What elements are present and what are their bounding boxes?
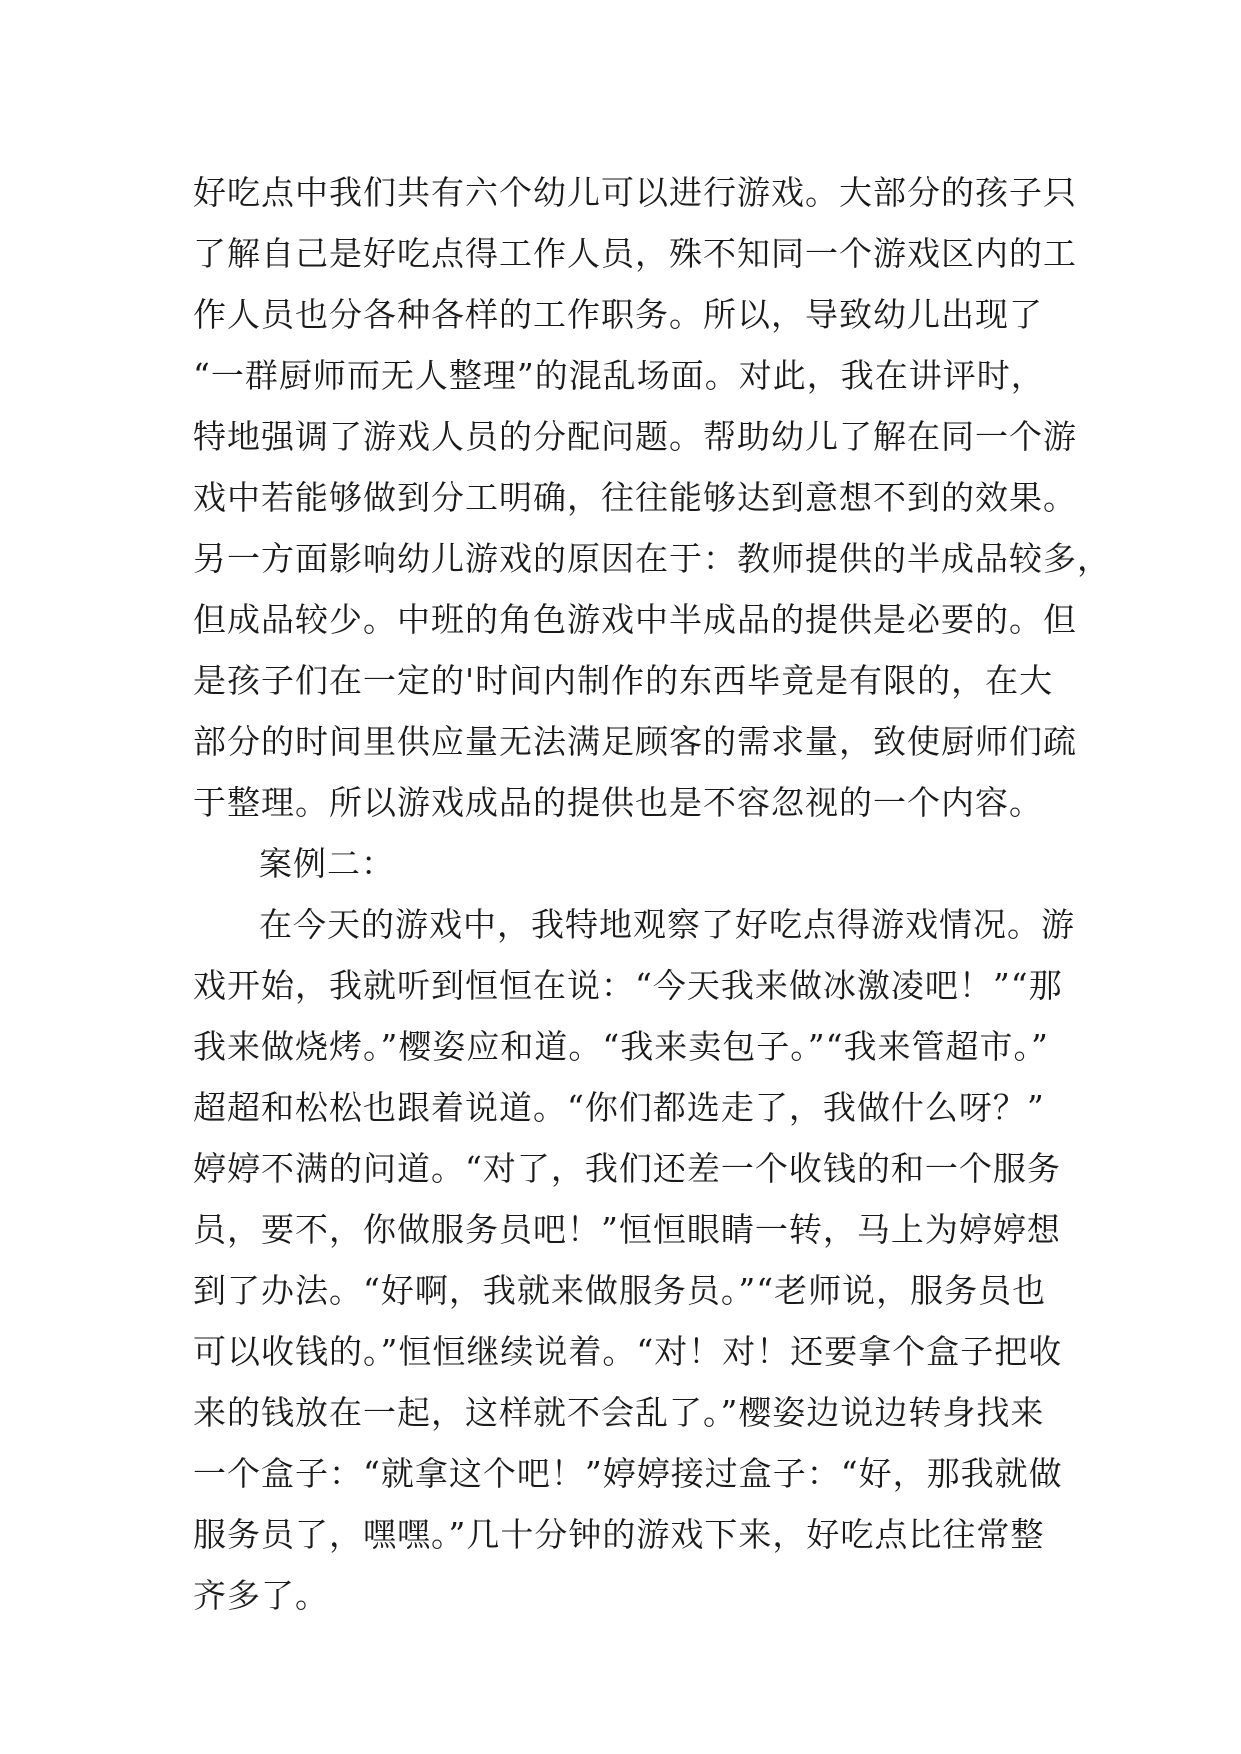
text-line: 一个盒子：“就拿这个吧！”婷婷接过盒子：“好，那我就做	[193, 1454, 1063, 1493]
text-line: 戏开始，我就听到恒恒在说：“今天我来做冰激凌吧！”“那	[193, 966, 1063, 1005]
text-line: 是孩子们在一定的'时间内制作的东西毕竟是有限的，在大	[193, 661, 1054, 700]
text-line: 好吃点中我们共有六个幼儿可以进行游戏。大部分的孩子只	[193, 173, 1077, 212]
text-line: 超超和松松也跟着说道。“你们都选走了，我做什么呀？”	[193, 1088, 1045, 1127]
text-line: 可以收钱的。”恒恒继续说着。“对！对！还要拿个盒子把收	[193, 1332, 1063, 1371]
text-line: 员，要不，你做服务员吧！”恒恒眼睛一转，马上为婷婷想	[193, 1210, 1061, 1249]
text-line: 婷婷不满的问道。“对了，我们还差一个收钱的和一个服务	[193, 1149, 1061, 1188]
text-line: 我来做烧烤。”樱姿应和道。“我来卖包子。”“我来管超市。”	[193, 1027, 1049, 1066]
text-line: 部分的时间里供应量无法满足顾客的需求量，致使厨师们疏	[193, 722, 1077, 761]
text-line: 但成品较少。中班的角色游戏中半成品的提供是必要的。但	[193, 600, 1077, 639]
text-line: 特地强调了游戏人员的分配问题。帮助幼儿了解在同一个游	[193, 417, 1077, 456]
text-line: 到了办法。“好啊，我就来做服务员。”“老师说，服务员也	[193, 1271, 1047, 1310]
text-line: 戏中若能够做到分工明确，往往能够达到意想不到的效果。	[193, 478, 1077, 517]
text-line: 服务员了，嘿嘿。”几十分钟的游戏下来，好吃点比往常整	[193, 1515, 1045, 1554]
body-text	[193, 162, 1111, 1626]
text-line: 了解自己是好吃点得工作人员，殊不知同一个游戏区内的工	[193, 234, 1077, 273]
text-line: 作人员也分各种各样的工作职务。所以，导致幼儿出现了	[193, 295, 1043, 334]
text-line: 齐多了。	[193, 1576, 329, 1615]
text-line: 在今天的游戏中，我特地观察了好吃点得游戏情况。游	[259, 905, 1075, 944]
text-line: 于整理。所以游戏成品的提供也是不容忽视的一个内容。	[193, 783, 1043, 822]
text-line: 另一方面影响幼儿游戏的原因在于：教师提供的半成品较多，	[193, 539, 1111, 578]
text-line: 案例二：	[259, 844, 395, 883]
text-line: “一群厨师而无人整理”的混乱场面。对此，我在讲评时，	[193, 356, 1045, 395]
text-line: 来的钱放在一起，这样就不会乱了。”樱姿边说边转身找来	[193, 1393, 1045, 1432]
